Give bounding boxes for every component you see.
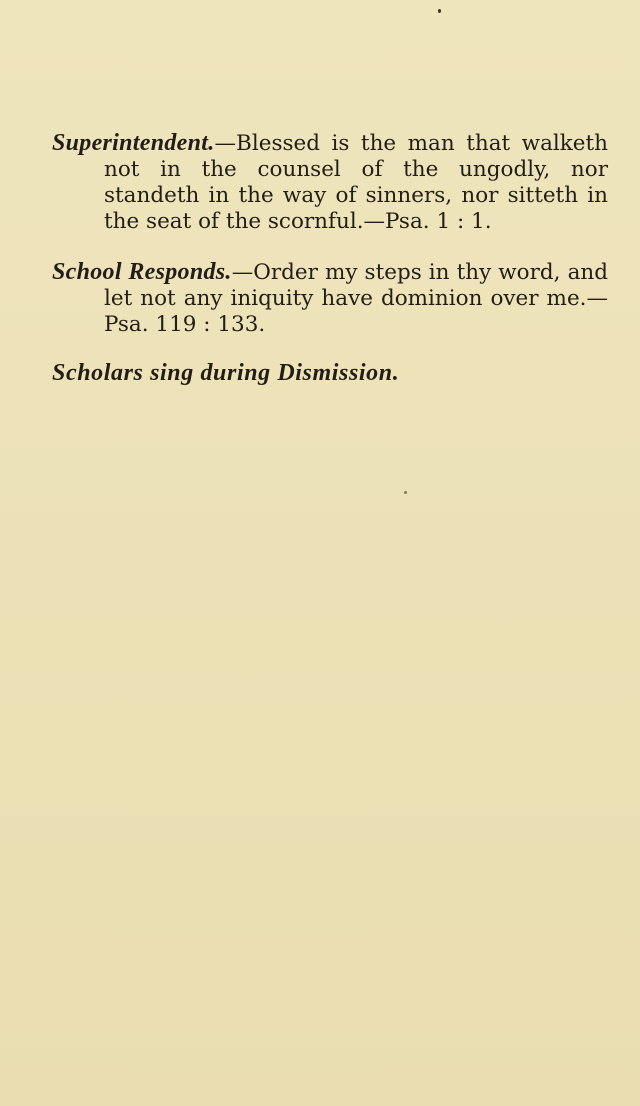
superintendent-paragraph xyxy=(52,130,608,235)
school-response xyxy=(52,259,608,338)
superintendent-speaker: Superintendent. xyxy=(52,130,215,156)
school-speaker: School Responds. xyxy=(52,259,232,285)
dismission-heading: Scholars sing during Dismission. xyxy=(52,360,400,386)
ink-speck xyxy=(404,491,407,494)
superintendent-reading xyxy=(52,130,608,235)
ink-speck xyxy=(438,9,441,13)
superintendent-text: —Blessed is the man that walketh not in the counsel of the ungodly, nor standeth in the way of sinners, nor sitteth in the seat of the scornful.—Psa. 1 : 1. xyxy=(104,131,608,234)
school-text: —Order my steps in thy word, and let not any iniquity have dominion over me.—Psa. 119 : 133. xyxy=(104,260,608,337)
school-paragraph xyxy=(52,259,608,338)
